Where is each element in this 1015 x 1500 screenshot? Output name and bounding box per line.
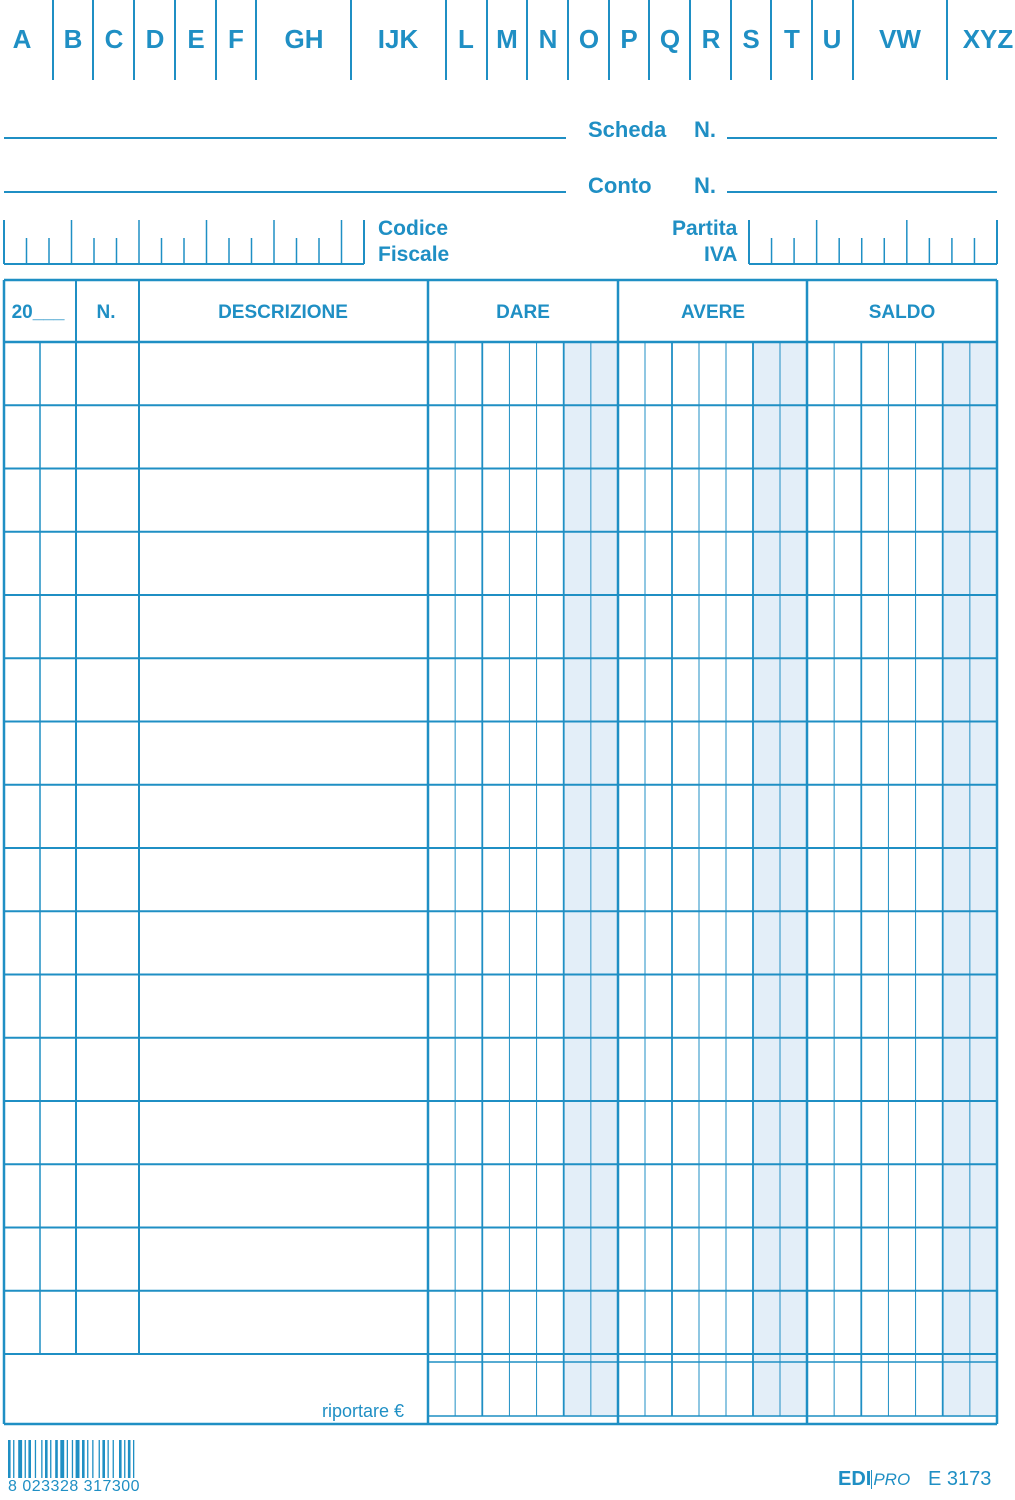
header-dare: DARE xyxy=(496,302,550,323)
ledger-row[interactable] xyxy=(4,975,997,1038)
index-tab-ijk[interactable]: IJK xyxy=(377,24,419,54)
header-number: N. xyxy=(96,302,116,323)
ledger-row[interactable] xyxy=(4,848,997,911)
index-tab-d[interactable]: D xyxy=(145,24,165,54)
index-tab-f[interactable]: F xyxy=(228,24,244,54)
index-tab-s[interactable]: S xyxy=(742,24,760,54)
ledger-row[interactable] xyxy=(4,1228,997,1291)
index-tab-n[interactable]: N xyxy=(538,24,558,54)
index-tab-q[interactable]: Q xyxy=(659,24,681,54)
riportare-label: riportare € xyxy=(322,1401,405,1421)
index-tab-xyz[interactable]: XYZ xyxy=(962,24,1014,54)
ledger-row[interactable] xyxy=(4,469,997,532)
index-tab-l[interactable]: L xyxy=(458,24,474,54)
conto-label: Conto xyxy=(588,173,652,198)
ledger-row[interactable] xyxy=(4,911,997,974)
partita-iva-label-line2: IVA xyxy=(704,243,738,266)
ledger-row[interactable] xyxy=(4,532,997,595)
header-description: DESCRIZIONE xyxy=(218,302,348,323)
partita-iva-label-line1: Partita xyxy=(672,217,738,240)
ledger-row[interactable] xyxy=(4,658,997,721)
index-tab-gh[interactable]: GH xyxy=(284,24,324,54)
index-tab-t[interactable]: T xyxy=(784,24,800,54)
header-year: 20___ xyxy=(11,302,65,323)
barcode-number: 8 023328 317300 xyxy=(8,1478,141,1495)
index-tab-p[interactable]: P xyxy=(620,24,638,54)
ledger-row[interactable] xyxy=(4,785,997,848)
ledger-row[interactable] xyxy=(4,1038,997,1101)
ledger-row[interactable] xyxy=(4,342,997,405)
index-tab-r[interactable]: R xyxy=(701,24,721,54)
codice-fiscale-label-line2: Fiscale xyxy=(378,243,450,266)
index-tab-e[interactable]: E xyxy=(187,24,205,54)
ledger-row[interactable] xyxy=(4,405,997,468)
ledger-row[interactable] xyxy=(4,722,997,785)
index-tab-b[interactable]: B xyxy=(63,24,83,54)
conto-number-label: N. xyxy=(694,173,716,198)
ledger-row[interactable] xyxy=(4,1101,997,1164)
index-tab-m[interactable]: M xyxy=(496,24,518,54)
index-tab-a[interactable]: A xyxy=(12,24,32,54)
ledger-row[interactable] xyxy=(4,1164,997,1227)
codice-fiscale-label-line1: Codice xyxy=(378,217,449,240)
header-avere: AVERE xyxy=(680,302,746,323)
index-tab-vw[interactable]: VW xyxy=(879,24,921,54)
brand-logo xyxy=(838,1468,910,1491)
product-code: E 3173 xyxy=(928,1468,992,1490)
index-tab-u[interactable]: U xyxy=(822,24,842,54)
index-tab-o[interactable]: O xyxy=(578,24,600,54)
header-saldo: SALDO xyxy=(868,302,936,323)
scheda-number-label: N. xyxy=(694,117,716,142)
ledger-row[interactable] xyxy=(4,1291,997,1354)
brand-italic: PRO xyxy=(873,1470,911,1489)
brand-bold: EDI xyxy=(838,1468,872,1490)
ledger-row[interactable] xyxy=(4,595,997,658)
scheda-label: Scheda xyxy=(588,117,667,142)
index-tab-c[interactable]: C xyxy=(104,24,124,54)
